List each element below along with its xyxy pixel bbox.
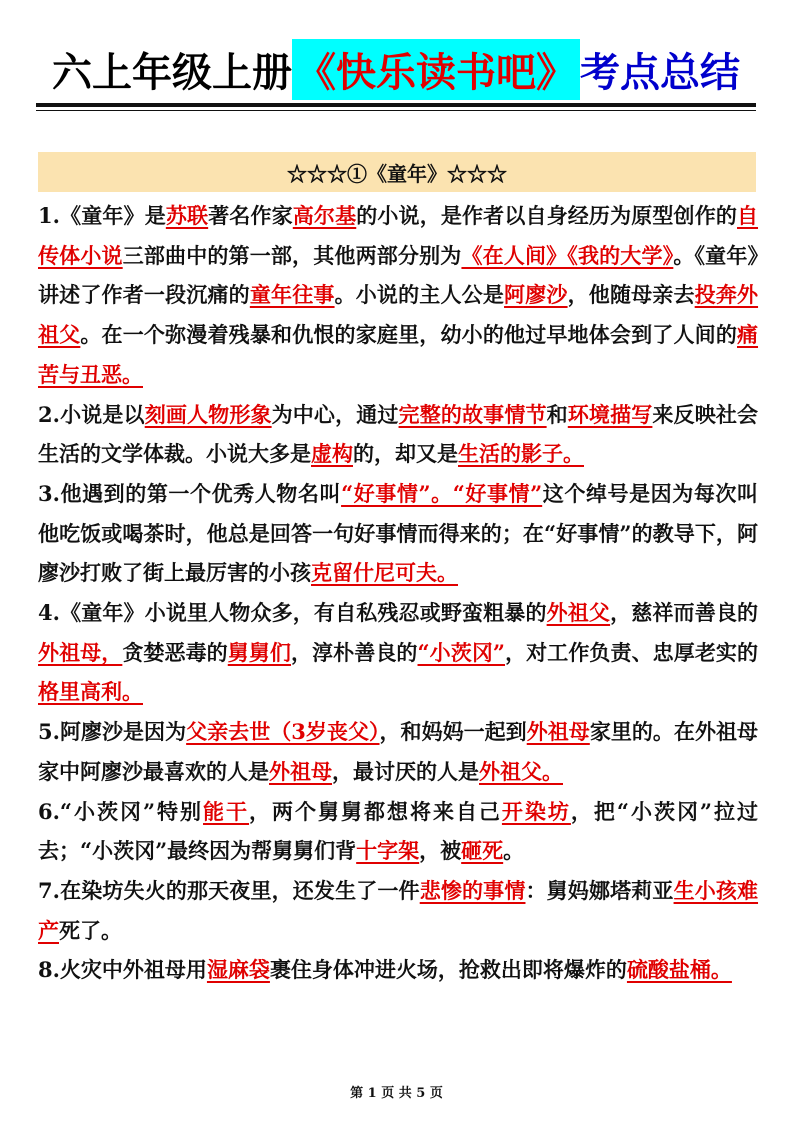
answer-highlight: 外祖母 [526, 719, 590, 745]
body-text: 。小说的主人公是 [334, 282, 505, 308]
title-grade: 六上年级上册 [52, 49, 292, 96]
point-paragraph [38, 395, 758, 474]
answer-highlight: 外祖父。 [479, 758, 563, 784]
body-text: 来反映社会生活的文学体裁。小说大多是 [38, 401, 759, 467]
answer-highlight: 能干 [203, 798, 250, 824]
answer-highlight: 苏联 [165, 203, 209, 228]
body-text: 裹住身体冲进火场，抢救出即将爆炸的 [269, 957, 627, 983]
answer-highlight: 生活的影子。 [458, 441, 584, 467]
body-text: 死了。 [59, 917, 122, 943]
point-paragraph [38, 474, 758, 593]
answer-highlight: 刻画人物形象 [144, 401, 272, 427]
body-text: 。《童年》讲述了作者一段沉痛的 [38, 242, 759, 308]
body-text: 为中心，通过 [271, 401, 399, 427]
content-body [38, 196, 758, 990]
answer-highlight: 痛苦与丑恶。 [38, 322, 759, 387]
point-paragraph [38, 593, 758, 712]
body-text: ，对工作负责、忠厚老实的 [505, 639, 759, 665]
page-footer: 第 1 页 共 5 页 [350, 1086, 443, 1101]
body-text: ，和妈妈一起到 [379, 719, 527, 745]
answer-highlight: 克留什尼可夫。 [311, 560, 458, 586]
body-text: ，慈祥而善良的 [610, 600, 759, 626]
body-text: 2.小说是以 [38, 401, 145, 427]
point-paragraph [38, 196, 758, 395]
body-text: ：舅妈娜塔莉亚 [525, 877, 674, 903]
answer-highlight: 外祖母 [269, 758, 332, 784]
answer-highlight: 硫酸盐桶。 [626, 957, 732, 983]
body-text: 7.在染坊失火的那天夜里，还发生了一件 [38, 877, 420, 903]
point-paragraph [38, 871, 758, 950]
body-text: 贪婪恶毒的 [122, 639, 228, 665]
answer-highlight: 虚构 [311, 441, 353, 467]
body-text: ，淳朴善良的 [291, 639, 418, 665]
title-summary: 考点总结 [580, 49, 740, 96]
answer-highlight: 完整的故事情节 [398, 401, 547, 427]
answer-highlight: “小茨冈” [417, 639, 506, 665]
body-text: 1.《童年》是 [38, 203, 166, 228]
answer-highlight: 童年往事 [249, 282, 335, 308]
body-text: 三部曲中的第一部，其他两部分别为 [122, 242, 462, 268]
point-paragraph [38, 950, 758, 990]
answer-highlight: 砸死 [461, 838, 504, 864]
answer-highlight: 自传体小说 [38, 203, 759, 268]
body-text: ，把“小茨冈”拉过去；“小茨冈”最终因为帮舅舅们背 [38, 798, 758, 864]
body-text: ，他随母亲去 [567, 282, 695, 308]
answer-highlight: 投奔外祖父 [38, 282, 759, 348]
body-text: ，被 [419, 838, 462, 864]
point-paragraph [38, 792, 758, 871]
body-text: 。在一个弥漫着残暴和仇恨的家庭里，幼小的他过早地体会到了人间的 [80, 322, 738, 348]
body-text: ，两个舅舅都想将来自己 [249, 798, 502, 824]
page-title [36, 36, 756, 102]
body-text: 。 [503, 838, 525, 864]
answer-highlight: 环境描写 [567, 401, 653, 427]
answer-highlight: 悲惨的事情 [419, 877, 526, 903]
body-text: 4.《童年》小说里人物众多，有自私残忍或野蛮粗暴的 [38, 600, 547, 626]
body-text: 的小说，是作者以自身经历为原型创作的 [356, 203, 738, 228]
body-text: ，最讨厌的人是 [332, 758, 479, 784]
answer-highlight: 生小孩难产 [38, 877, 759, 943]
answer-highlight: 高尔基 [292, 203, 357, 228]
body-text: 这个绰号是因为每次叫他吃饭或喝茶时，他总是回答一句好事情而得来的；在“好事情”的教导下，阿廖沙打败了街上最厉害的小孩 [38, 480, 758, 586]
body-text: 5.阿廖沙是因为 [38, 719, 187, 745]
body-text: 6.“小茨冈”特别 [38, 798, 204, 824]
title-rule-thick [36, 103, 756, 107]
answer-highlight: 舅舅们 [227, 639, 292, 665]
section-banner: ☆☆☆①《童年》☆☆☆ [38, 152, 756, 192]
title-rule-thin [36, 110, 756, 111]
body-text: 8.火灾中外祖母用 [38, 957, 207, 983]
answer-highlight: 开染坊 [501, 798, 571, 824]
answer-highlight: 《在人间》《我的大学》 [461, 242, 674, 268]
answer-highlight: 格里高利。 [38, 679, 143, 705]
answer-highlight: 阿廖沙 [504, 282, 568, 308]
point-paragraph [38, 712, 758, 791]
answer-highlight: 外祖母， [38, 639, 123, 665]
body-text: 著名作家 [208, 203, 293, 228]
title-book-highlight: 《快乐读书吧》 [292, 39, 580, 100]
answer-highlight: “好事情”。“好事情” [341, 480, 543, 506]
body-text: 家里的。在外祖母家中阿廖沙最喜欢的人是 [38, 719, 759, 784]
body-text: 3.他遇到的第一个优秀人物名叫 [38, 480, 342, 506]
answer-highlight: 父亲去世（3岁丧父） [186, 719, 380, 745]
body-text: 和 [546, 401, 568, 427]
answer-highlight: 十字架 [356, 838, 420, 864]
answer-highlight: 外祖父 [546, 600, 611, 626]
body-text: 的，却又是 [353, 441, 458, 467]
answer-highlight: 湿麻袋 [206, 957, 270, 983]
